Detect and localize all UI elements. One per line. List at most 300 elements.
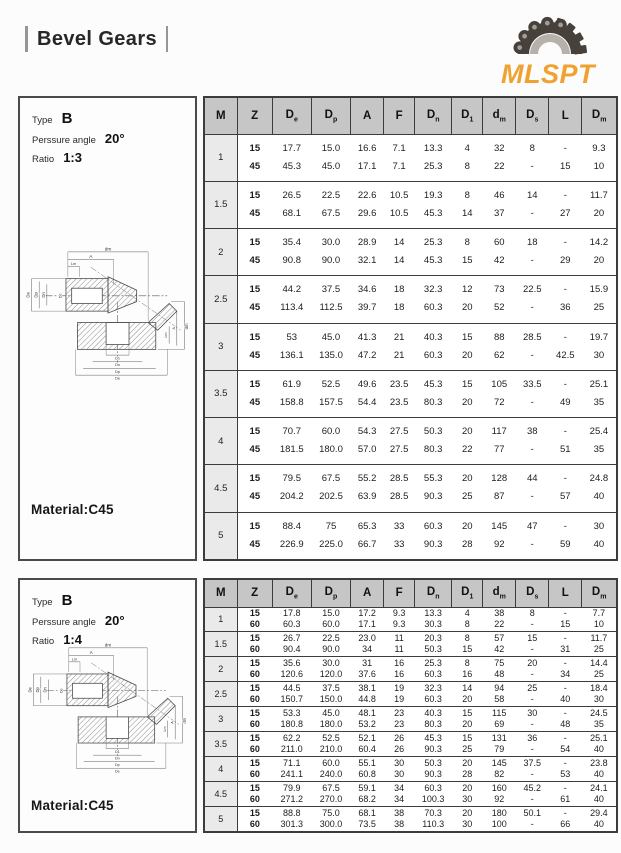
svg-text:D1: D1 <box>114 749 120 754</box>
teeth-cell: 15 45 <box>237 229 272 276</box>
value-cell: 31 37.6 <box>351 657 384 682</box>
table-row <box>204 370 617 417</box>
value-cell: 53.3 180.8 <box>272 707 311 732</box>
value-cell: 28.5 - <box>516 323 549 370</box>
material-label: Material:C45 <box>31 798 114 813</box>
module-cell: 5 <box>204 807 237 833</box>
value-cell: - 31 <box>549 632 582 657</box>
teeth-cell: 15 45 <box>237 418 272 465</box>
value-cell: 34.6 39.7 <box>351 276 384 323</box>
value-cell: 18 - <box>516 229 549 276</box>
value-cell: 25.1 40 <box>582 732 617 757</box>
module-cell: 3.5 <box>204 732 237 757</box>
value-cell: 14.4 25 <box>582 657 617 682</box>
value-cell: 4 8 <box>464 608 470 630</box>
spec-section-ratio-1-3 <box>18 96 618 561</box>
svg-text:Ds: Ds <box>58 293 63 299</box>
svg-text:dm: dm <box>104 642 111 648</box>
value-cell: - 54 <box>549 732 582 757</box>
value-cell: 68.1 73.5 <box>351 807 384 833</box>
table-row <box>204 657 617 682</box>
value-cell: 61.9 158.8 <box>272 370 311 417</box>
svg-text:Lm: Lm <box>71 657 77 662</box>
material-label: Material:C45 <box>31 502 114 517</box>
value-cell: 38 38 <box>384 807 415 833</box>
type-label: Type <box>32 115 53 126</box>
value-cell: 15 20 <box>452 370 483 417</box>
column-header: L <box>549 97 582 134</box>
value-cell: 67.5 270.0 <box>311 782 350 807</box>
teeth-cell: 15 60 <box>249 608 260 630</box>
table-row <box>204 782 617 807</box>
brand-name: MLSPT <box>501 59 595 89</box>
value-cell: 20 28 <box>452 757 483 782</box>
value-cell: 45.2 - <box>516 782 549 807</box>
svg-text:De: De <box>114 376 120 381</box>
svg-text:dm: dm <box>104 247 111 253</box>
value-cell: 35.6 120.6 <box>272 657 311 682</box>
value-cell: 55.3 90.3 <box>415 465 452 512</box>
value-cell: 19 19 <box>384 682 415 707</box>
column-header: F <box>384 97 415 134</box>
column-header: $d_m$ <box>483 579 516 607</box>
value-cell: 160 92 <box>483 782 516 807</box>
value-cell: 25 - <box>516 682 549 707</box>
column-header: $D_1$ <box>452 579 483 607</box>
svg-text:A: A <box>171 327 176 330</box>
value-cell: 14.2 20 <box>582 229 617 276</box>
teeth-cell: 15 45 <box>237 323 272 370</box>
value-cell: 20 30 <box>452 807 483 833</box>
value-cell: 47 - <box>516 512 549 560</box>
table-row <box>204 707 617 732</box>
value-cell: 22.6 29.6 <box>351 181 384 228</box>
value-cell: 60.0 180.0 <box>311 418 350 465</box>
svg-text:dm: dm <box>181 717 187 724</box>
value-cell: 88.8 301.3 <box>272 807 311 833</box>
value-cell: 16.6 17.1 <box>357 142 377 172</box>
bevel-gear-drawing-slot <box>20 642 195 775</box>
column-header: L <box>549 579 582 607</box>
value-cell: 17.2 17.1 <box>358 608 376 630</box>
svg-text:Ds: Ds <box>59 688 64 694</box>
bevel-gear-drawing <box>24 642 192 775</box>
svg-text:Lm: Lm <box>162 726 167 732</box>
value-cell: 22.5 67.5 <box>311 181 350 228</box>
svg-text:Dn: Dn <box>40 292 46 298</box>
column-header: $D_e$ <box>272 579 311 607</box>
value-cell: 55.1 60.8 <box>351 757 384 782</box>
value-cell: 145 92 <box>483 512 516 560</box>
value-cell: 70.7 181.5 <box>272 418 311 465</box>
value-cell: 30 30 <box>384 757 415 782</box>
value-cell: 19.3 45.3 <box>415 181 452 228</box>
value-cell: 13.3 25.3 <box>423 142 443 172</box>
svg-text:Dp: Dp <box>114 369 120 374</box>
svg-text:A: A <box>169 721 174 724</box>
value-cell: 49.6 54.4 <box>351 370 384 417</box>
value-cell: 59.1 68.2 <box>351 782 384 807</box>
column-header: $D_n$ <box>415 97 452 134</box>
value-cell: 7.1 7.1 <box>392 142 406 172</box>
ratio-value: 1:4 <box>63 632 82 647</box>
svg-text:A: A <box>89 649 93 655</box>
value-cell: 45.0 180.0 <box>311 707 350 732</box>
value-cell: 15.0 60.0 <box>322 608 340 630</box>
value-cell: 50.3 80.3 <box>415 418 452 465</box>
value-cell: 37.5 - <box>516 757 549 782</box>
teeth-cell: 15 45 <box>237 276 272 323</box>
table-row <box>204 229 617 276</box>
value-cell: 9.3 10 <box>592 142 606 172</box>
value-cell: 131 79 <box>483 732 516 757</box>
teeth-cell: 15 60 <box>237 632 272 657</box>
spec-table <box>203 96 618 561</box>
table-row <box>204 732 617 757</box>
value-cell: 8 - <box>529 142 535 172</box>
value-cell: 30.0 90.0 <box>311 229 350 276</box>
value-cell: 15.9 25 <box>582 276 617 323</box>
value-cell: 15 25 <box>452 732 483 757</box>
value-cell: - 29 <box>549 229 582 276</box>
table-row <box>204 418 617 465</box>
column-header: $D_m$ <box>582 579 617 607</box>
ratio-label: Ratio <box>32 636 55 647</box>
value-cell: 34 34 <box>384 782 415 807</box>
value-cell: 26.7 90.4 <box>272 632 311 657</box>
page-title: Bevel Gears <box>37 27 158 50</box>
value-cell: 33 33 <box>384 512 415 560</box>
value-cell: 88.4 226.9 <box>272 512 311 560</box>
module-cell: 3.5 <box>204 370 237 417</box>
title-right-bar <box>166 26 168 52</box>
value-cell: 45.3 80.3 <box>415 370 452 417</box>
value-cell: 33.5 - <box>516 370 549 417</box>
value-cell: 20 30 <box>452 782 483 807</box>
value-cell: 32.3 60.3 <box>415 682 452 707</box>
value-cell: - 42.5 <box>549 323 582 370</box>
value-cell: 54.3 57.0 <box>351 418 384 465</box>
module-cell: 2.5 <box>204 682 237 707</box>
svg-text:Dp: Dp <box>32 292 38 298</box>
module-cell: 1 <box>204 607 237 632</box>
value-cell: 70.3 110.3 <box>415 807 452 833</box>
teeth-cell: 15 60 <box>237 757 272 782</box>
value-cell: 11 11 <box>384 632 415 657</box>
value-cell: 20.3 50.3 <box>415 632 452 657</box>
teeth-cell: 15 45 <box>237 370 272 417</box>
teeth-cell: 15 60 <box>237 657 272 682</box>
module-cell: 4.5 <box>204 465 237 512</box>
value-cell: 9.3 9.3 <box>392 608 406 630</box>
value-cell: 57 42 <box>483 632 516 657</box>
teeth-cell: 15 45 <box>249 142 261 172</box>
value-cell: 27.5 27.5 <box>384 418 415 465</box>
table-row <box>204 807 617 833</box>
svg-text:Dn: Dn <box>114 756 120 761</box>
module-cell: 4 <box>204 418 237 465</box>
value-cell: - 66 <box>549 807 582 833</box>
pressure-angle-label: Perssure angle <box>32 617 96 628</box>
value-cell: 40.3 60.3 <box>415 323 452 370</box>
value-cell: 8 14 <box>452 181 483 228</box>
value-cell: 26.5 68.1 <box>272 181 311 228</box>
value-cell: 23.5 23.5 <box>384 370 415 417</box>
value-cell: 25.4 35 <box>582 418 617 465</box>
module-cell: 2 <box>204 229 237 276</box>
table-row <box>204 465 617 512</box>
pressure-angle-label: Perssure angle <box>32 135 96 146</box>
value-cell: 8 16 <box>452 657 483 682</box>
svg-text:Lm: Lm <box>163 332 168 338</box>
value-cell: 23.8 40 <box>582 757 617 782</box>
value-cell: - 34 <box>549 657 582 682</box>
value-cell: 23 23 <box>384 707 415 732</box>
value-cell: 60 42 <box>483 229 516 276</box>
column-header: $D_s$ <box>516 579 549 607</box>
type-label: Type <box>32 597 53 608</box>
value-cell: 32.3 60.3 <box>415 276 452 323</box>
column-header: $d_m$ <box>483 97 516 134</box>
value-cell: 73 52 <box>483 276 516 323</box>
module-cell: 3 <box>204 707 237 732</box>
table-row <box>204 607 617 632</box>
value-cell: 60.3 100.3 <box>415 782 452 807</box>
svg-text:De: De <box>25 292 31 298</box>
value-cell: - 57 <box>549 465 582 512</box>
value-cell: 38.1 44.8 <box>351 682 384 707</box>
column-header: $D_n$ <box>415 579 452 607</box>
value-cell: 46 37 <box>483 181 516 228</box>
value-cell: 11.7 20 <box>582 181 617 228</box>
teeth-cell: 15 60 <box>237 707 272 732</box>
value-cell: 15 20 <box>452 707 483 732</box>
value-cell: 60.3 90.3 <box>415 512 452 560</box>
value-cell: 24.5 35 <box>582 707 617 732</box>
value-cell: 180 100 <box>483 807 516 833</box>
module-cell: 1.5 <box>204 632 237 657</box>
page-title-block <box>25 26 168 52</box>
value-cell: 26 26 <box>384 732 415 757</box>
value-cell: 11.7 25 <box>582 632 617 657</box>
value-cell: 4 8 <box>464 142 470 172</box>
spec-info <box>20 98 195 165</box>
value-cell: 48.1 53.2 <box>351 707 384 732</box>
type-value: B <box>61 592 73 609</box>
value-cell: 88 62 <box>483 323 516 370</box>
column-header: $D_1$ <box>452 97 483 134</box>
column-header: F <box>384 579 415 607</box>
value-cell: 50.1 - <box>516 807 549 833</box>
value-cell: 52.1 60.4 <box>351 732 384 757</box>
value-cell: 25.3 60.3 <box>415 657 452 682</box>
value-cell: 17.8 60.3 <box>282 608 301 630</box>
value-cell: - 27 <box>549 181 582 228</box>
value-cell: 52.5 210.0 <box>311 732 350 757</box>
value-cell: 22.5 - <box>516 276 549 323</box>
table-header-row <box>204 97 617 134</box>
value-cell: 67.5 202.5 <box>311 465 350 512</box>
table-row <box>204 181 617 228</box>
pressure-angle-value: 20° <box>104 131 125 146</box>
value-cell: 37.5 150.0 <box>311 682 350 707</box>
value-cell: - 15 <box>560 608 571 630</box>
spec-info <box>20 580 195 647</box>
value-cell: 50.3 90.3 <box>415 757 452 782</box>
value-cell: 94 58 <box>483 682 516 707</box>
spec-table <box>203 578 618 833</box>
value-cell: 20 - <box>516 657 549 682</box>
value-cell: 30.0 120.0 <box>311 657 350 682</box>
value-cell: 17.7 45.3 <box>282 142 301 172</box>
value-cell: 65.3 66.7 <box>351 512 384 560</box>
svg-text:De: De <box>114 769 120 774</box>
value-cell: - 53 <box>549 757 582 782</box>
table-row <box>204 323 617 370</box>
value-cell: 14 14 <box>384 229 415 276</box>
value-cell: 14 - <box>516 181 549 228</box>
svg-text:Dp: Dp <box>114 762 120 767</box>
value-cell: 20 25 <box>452 465 483 512</box>
value-cell: 35.4 90.8 <box>272 229 311 276</box>
brand-logo <box>493 6 603 90</box>
svg-text:D1: D1 <box>114 356 120 361</box>
value-cell: - 40 <box>549 682 582 707</box>
value-cell: - 51 <box>549 418 582 465</box>
value-cell: 15.0 45.0 <box>321 142 341 172</box>
value-cell: 32 22 <box>493 142 505 172</box>
teeth-cell: 15 45 <box>237 181 272 228</box>
bevel-gear-drawing <box>22 246 194 382</box>
table-header-row <box>204 579 617 607</box>
value-cell: 28.5 28.5 <box>384 465 415 512</box>
value-cell: 12 20 <box>452 276 483 323</box>
svg-text:A: A <box>88 255 92 261</box>
value-cell: 75.0 300.0 <box>311 807 350 833</box>
value-cell: 20 22 <box>452 418 483 465</box>
value-cell: 30 - <box>516 707 549 732</box>
value-cell: 41.3 47.2 <box>351 323 384 370</box>
table-row <box>204 682 617 707</box>
value-cell: 28.9 32.1 <box>351 229 384 276</box>
value-cell: 29.4 40 <box>582 807 617 833</box>
value-cell: 45.3 90.3 <box>415 732 452 757</box>
value-cell: 30 40 <box>582 512 617 560</box>
value-cell: 22.5 90.0 <box>311 632 350 657</box>
ratio-value: 1:3 <box>63 150 82 165</box>
value-cell: 25.3 45.3 <box>415 229 452 276</box>
column-header: $D_m$ <box>582 97 617 134</box>
module-cell: 4.5 <box>204 782 237 807</box>
value-cell: - 49 <box>549 370 582 417</box>
value-cell: 115 69 <box>483 707 516 732</box>
value-cell: 62.2 211.0 <box>272 732 311 757</box>
value-cell: - 59 <box>549 512 582 560</box>
spec-panel <box>18 96 197 561</box>
value-cell: - 48 <box>549 707 582 732</box>
value-cell: 8 15 <box>452 632 483 657</box>
spec-section-ratio-1-4 <box>18 578 618 833</box>
value-cell: 18.4 30 <box>582 682 617 707</box>
title-left-bar <box>25 26 28 52</box>
value-cell: 20 28 <box>452 512 483 560</box>
table-row <box>204 512 617 560</box>
gear-chain-icon <box>498 6 598 58</box>
svg-text:Dn: Dn <box>114 363 120 368</box>
module-cell: 2 <box>204 657 237 682</box>
column-header: Z <box>237 97 272 134</box>
value-cell: 18 18 <box>384 276 415 323</box>
table-row <box>204 134 617 181</box>
svg-text:De: De <box>26 687 32 693</box>
teeth-cell: 15 60 <box>237 732 272 757</box>
value-cell: 128 87 <box>483 465 516 512</box>
column-header: M <box>204 579 237 607</box>
svg-text:Dp: Dp <box>34 687 40 693</box>
value-cell: 75 225.0 <box>311 512 350 560</box>
module-cell: 2.5 <box>204 276 237 323</box>
value-cell: 53 136.1 <box>272 323 311 370</box>
value-cell: 24.1 40 <box>582 782 617 807</box>
column-header: Z <box>237 579 272 607</box>
value-cell: 38 22 <box>494 608 505 630</box>
value-cell: 23.0 34 <box>351 632 384 657</box>
column-header: $D_s$ <box>516 97 549 134</box>
svg-text:dm: dm <box>183 323 189 330</box>
svg-text:Lm: Lm <box>70 261 76 266</box>
pressure-angle-value: 20° <box>104 613 125 628</box>
module-cell: 1.5 <box>204 181 237 228</box>
column-header: $D_e$ <box>272 97 311 134</box>
value-cell: 7.7 10 <box>592 608 606 630</box>
value-cell: 36 - <box>516 732 549 757</box>
value-cell: 40.3 80.3 <box>415 707 452 732</box>
value-cell: 79.5 204.2 <box>272 465 311 512</box>
value-cell: 45.0 135.0 <box>311 323 350 370</box>
svg-text:Dn: Dn <box>41 687 47 693</box>
value-cell: 8 15 <box>452 229 483 276</box>
value-cell: 105 72 <box>483 370 516 417</box>
value-cell: 79.9 271.2 <box>272 782 311 807</box>
value-cell: 117 77 <box>483 418 516 465</box>
value-cell: 16 16 <box>384 657 415 682</box>
value-cell: 145 82 <box>483 757 516 782</box>
value-cell: 44.2 113.4 <box>272 276 311 323</box>
value-cell: 71.1 241.1 <box>272 757 311 782</box>
value-cell: 60.0 240.0 <box>311 757 350 782</box>
value-cell: 8 - <box>529 608 535 630</box>
value-cell: 15 20 <box>452 323 483 370</box>
value-cell: 52.5 157.5 <box>311 370 350 417</box>
value-cell: 75 48 <box>483 657 516 682</box>
value-cell: - 15 <box>560 142 571 172</box>
value-cell: 10.5 10.5 <box>384 181 415 228</box>
value-cell: - 61 <box>549 782 582 807</box>
column-header: $D_p$ <box>311 97 350 134</box>
column-header: $D_p$ <box>311 579 350 607</box>
value-cell: 37.5 112.5 <box>311 276 350 323</box>
table-row <box>204 757 617 782</box>
value-cell: 55.2 63.9 <box>351 465 384 512</box>
module-cell: 5 <box>204 512 237 560</box>
value-cell: 24.8 40 <box>582 465 617 512</box>
value-cell: 44 - <box>516 465 549 512</box>
type-value: B <box>61 110 73 127</box>
ratio-label: Ratio <box>32 154 55 165</box>
module-cell: 1 <box>204 134 237 181</box>
module-cell: 3 <box>204 323 237 370</box>
value-cell: - 36 <box>549 276 582 323</box>
